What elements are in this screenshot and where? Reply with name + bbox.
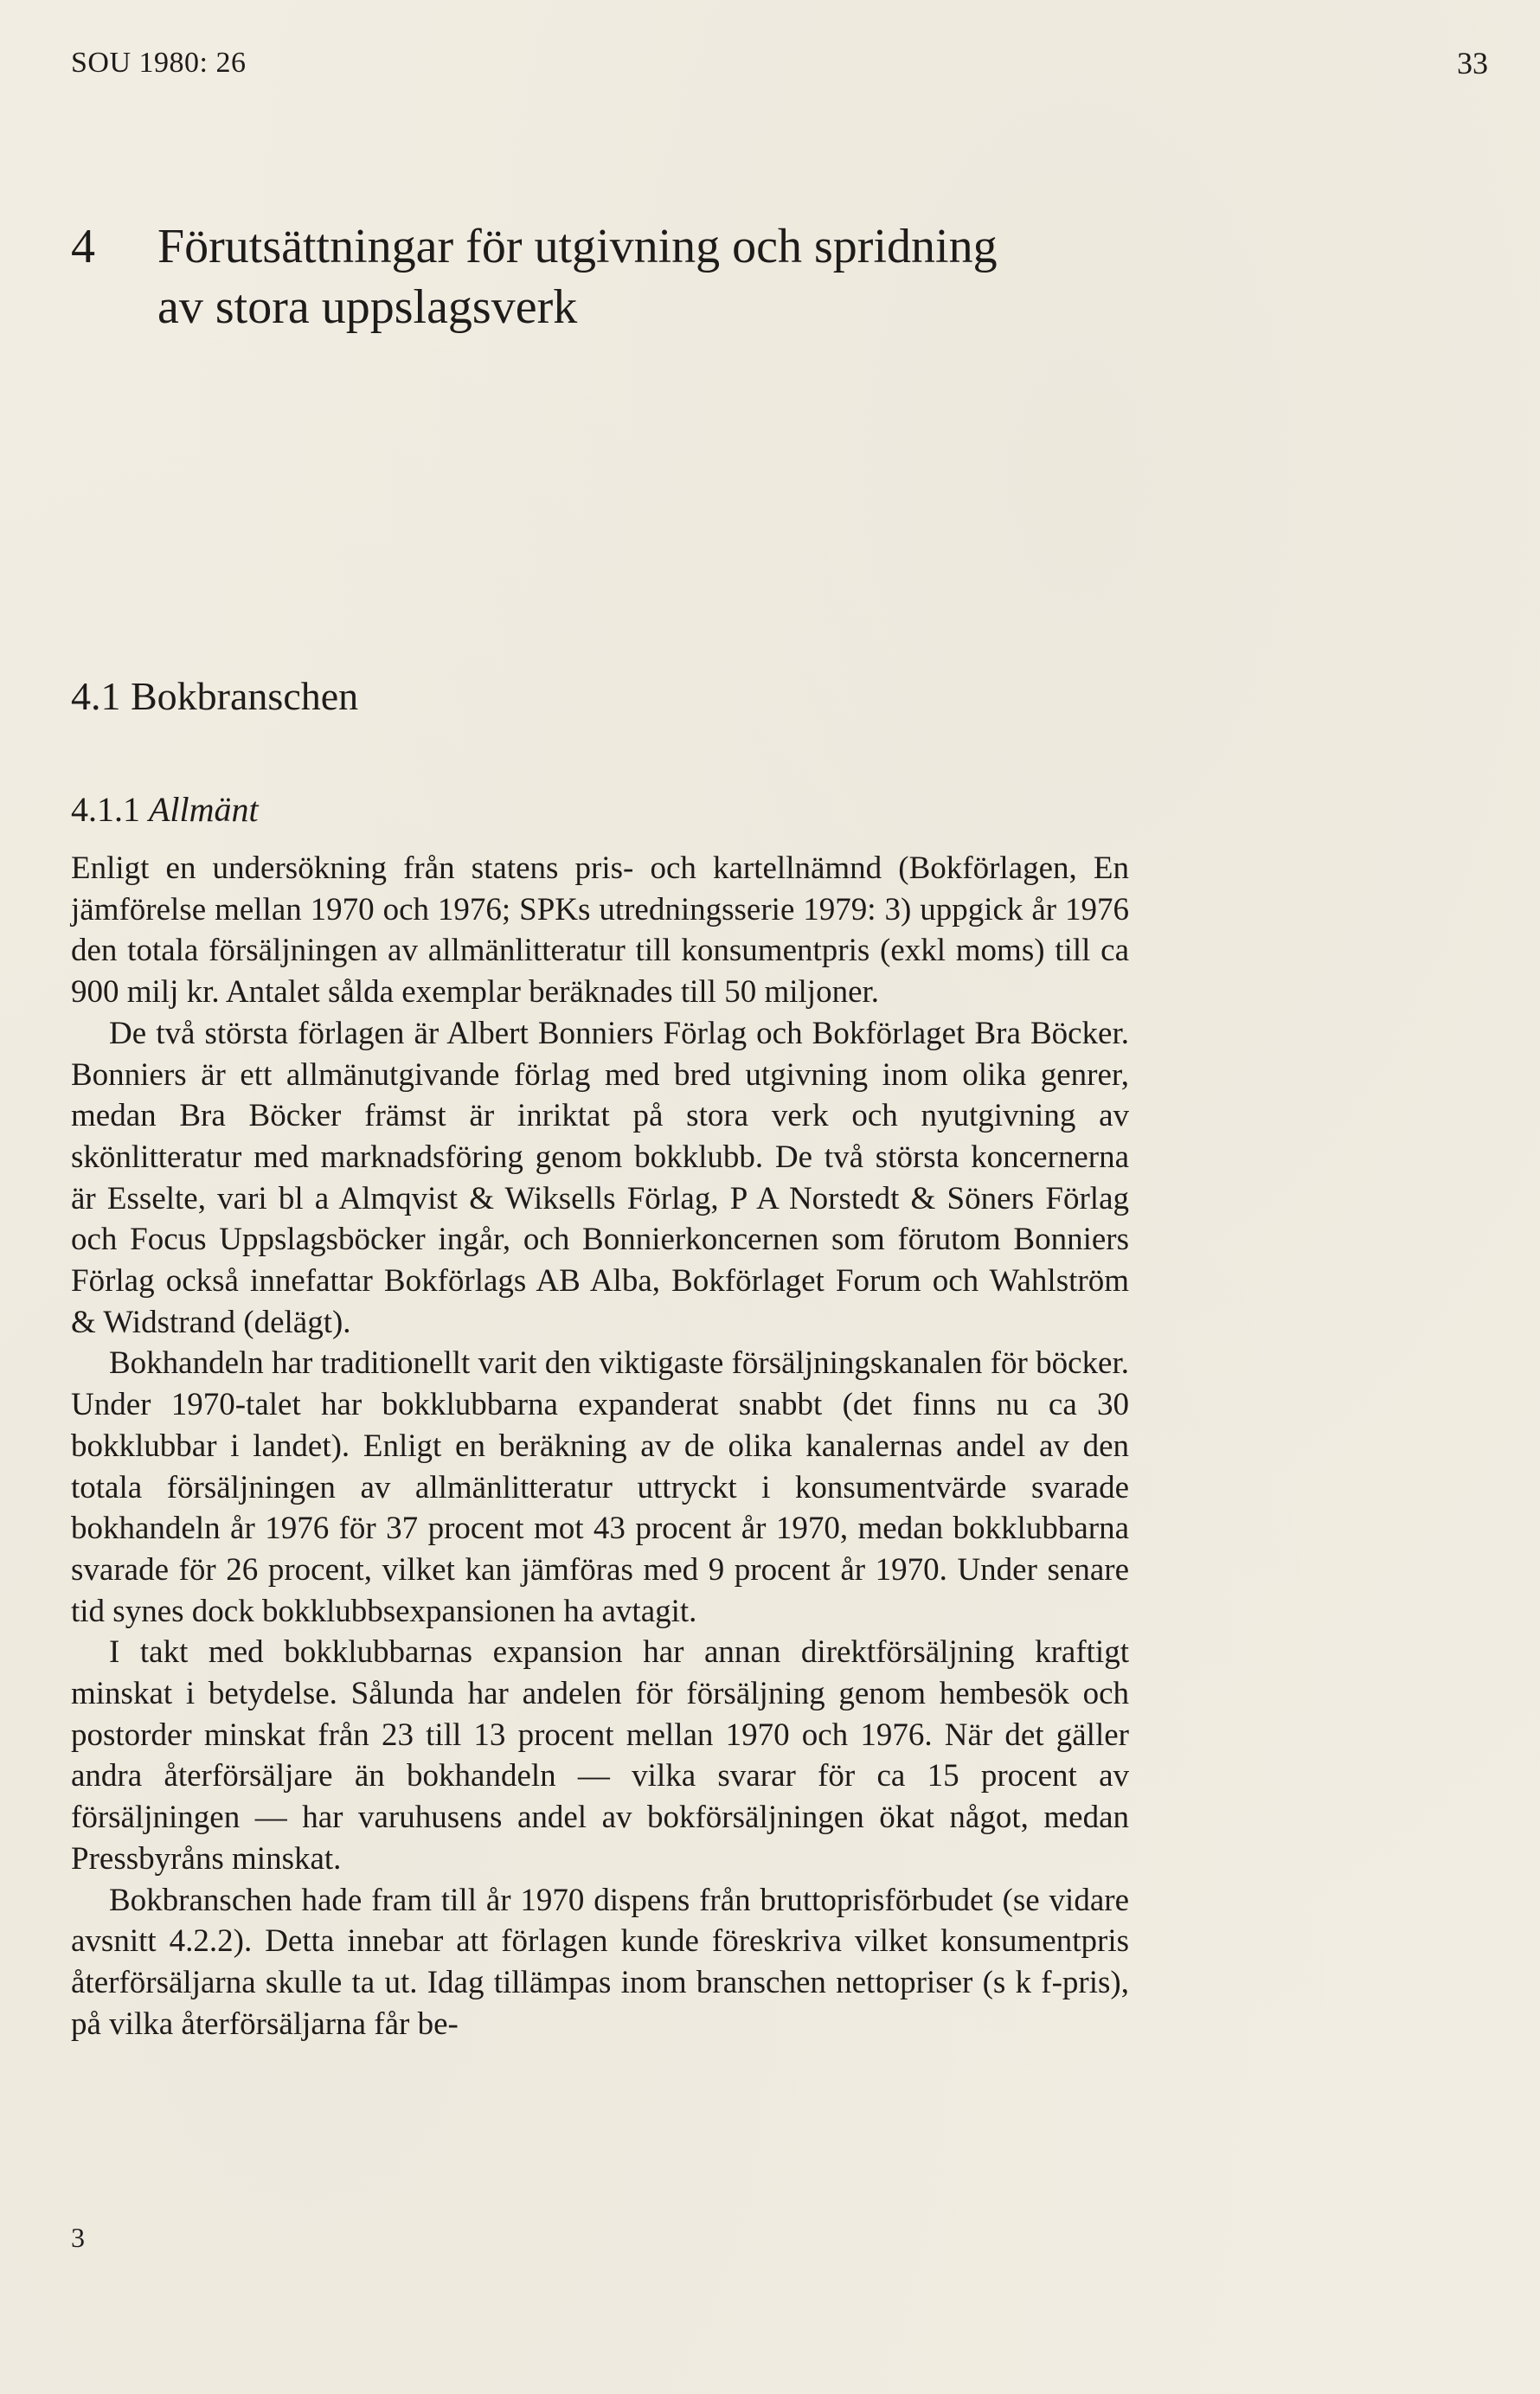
paragraph: Bokhandeln har traditionellt varit den viktigaste försäljningskanalen för böcker. Under 1970-talet har bokklubbarna expanderat snabbt (det finns nu ca 30 bokklubbar i landet). Enligt en beräkning av de olika kanalernas andel av den totala försäljningen av allmänlitteratur uttryckt i konsumentvärde svarade bokhandeln år 1976 för 37 procent mot 43 procent år 1970, medan bokklubbarna svarade för 26 procent, vilket kan jämföras med 9 procent år 1970. Under senare tid synes dock bokklubbsexpansionen ha avtagit.	[71, 1345, 1129, 1629]
chapter-title-line-2: av stora uppslagsverk	[157, 280, 578, 334]
paragraph: Bokbranschen hade fram till år 1970 dispens från bruttoprisförbudet (se vidare avsnitt 4.2.2). Detta innebar att förlagen kunde föreskriva vilket konsumentpris återförsäljarna skulle ta ut. Idag tillämpas inom branschen nettopriser (s k f-pris), på vilka återförsäljarna får be-	[71, 1882, 1129, 2042]
chapter-title	[71, 216, 1196, 337]
paragraph: Enligt en undersökning från statens pris- och kartellnämnd (Bokförlagen, En jämförelse mellan 1970 och 1976; SPKs utredningsserie 1979: 3) uppgick år 1976 den totala försäljningen av allmänlitteratur till konsumentpris (exkl moms) till ca 900 milj kr. Antalet sålda exemplar beräknades till 50 miljoner.	[71, 850, 1129, 1011]
paragraph: De två största förlagen är Albert Bonniers Förlag och Bokförlaget Bra Böcker. Bonniers är ett allmänutgivande förlag med bred utgivning inom olika genrer, medan Bra Böcker främst är inriktat på stora verk och nyutgivning av skönlitteratur med marknadsföring genom bokklubb. De två största koncernerna är Esselte, vari bl a Almqvist & Wiksells Förlag, P A Norstedt & Söners Förlag och Focus Uppslagsböcker ingår, och Bonnierkoncernen som förutom Bonniers Förlag också innefattar Bokförlags AB Alba, Bokförlaget Forum och Wahlström & Widstrand (delägt).	[71, 1015, 1129, 1340]
page-number: 33	[1457, 46, 1488, 80]
signature-mark: 3	[71, 2222, 85, 2253]
body-text	[71, 848, 1129, 2044]
chapter-title-line-1: Förutsättningar för utgivning och spridning	[157, 220, 998, 273]
subsection-heading	[71, 789, 259, 830]
subsection-number: 4.1.1	[71, 790, 140, 829]
paragraph: I takt med bokklubbarnas expansion har annan direktförsäljning kraftigt minskat i betydelse. Sålunda har andelen för försäljning genom hembesök och postorder minskat från 23 till 13 procent mellan 1970 och 1976. När det gäller andra återförsäljare än bokhandeln — vilka svarar för ca 15 procent av försäljningen — har varuhusens andel av bokförsäljningen ökat något, medan Pressbyråns minskat.	[71, 1634, 1129, 1877]
chapter-number: 4	[71, 220, 95, 273]
running-head: SOU 1980: 26	[71, 47, 247, 79]
subsection-title: Allmänt	[149, 790, 259, 829]
section-heading: 4.1 Bokbranschen	[71, 674, 359, 718]
